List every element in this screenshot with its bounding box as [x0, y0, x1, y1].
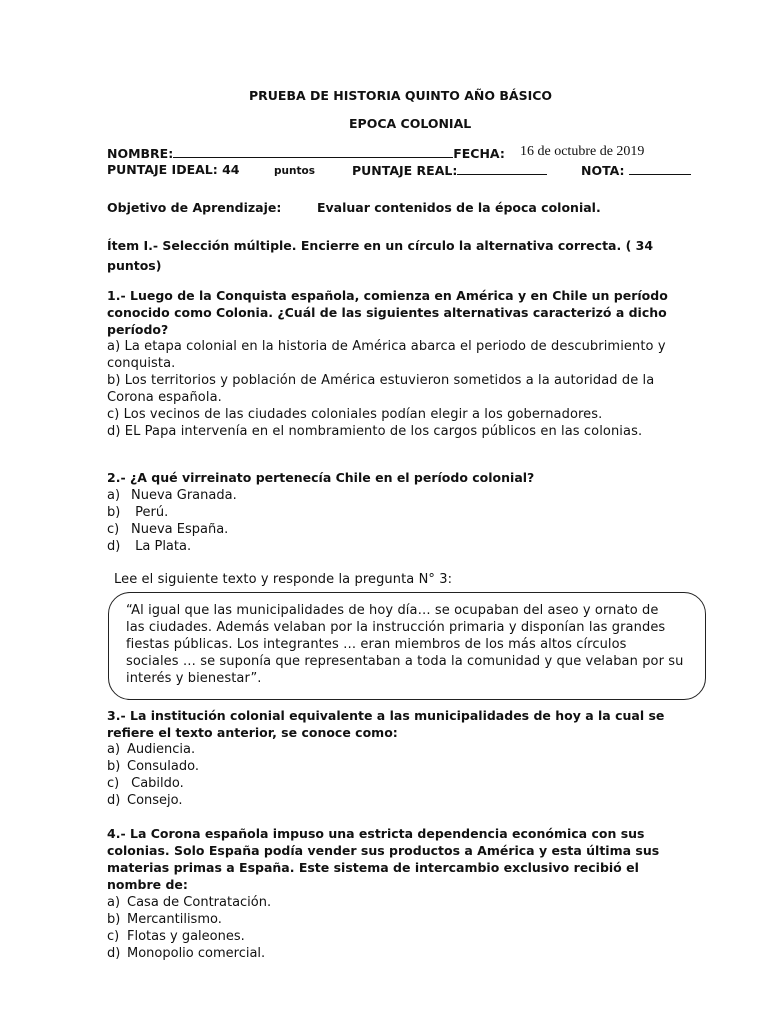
- nota-field[interactable]: [629, 162, 691, 175]
- q4-option-c[interactable]: c) Flotas y galeones.: [107, 929, 245, 944]
- q4-line2: colonias. Solo España podía vender sus productos a América y esta última sus: [107, 843, 660, 858]
- nombre-row: [107, 145, 505, 163]
- q1-line2: conocido como Colonia. ¿Cuál de las siguientes alternativas caracterizó a dicho: [107, 305, 667, 320]
- item1-heading: Ítem I.- Selección múltiple. Encierre en un círculo la alternativa correcta. ( 34: [107, 238, 654, 253]
- objective-label: Objetivo de Aprendizaje:: [107, 200, 282, 215]
- q2-option-d[interactable]: d) La Plata.: [107, 539, 192, 554]
- q1-option-c[interactable]: c) Los vecinos de las ciudades coloniales podían elegir a los gobernadores.: [107, 407, 603, 422]
- fecha-value: 16 de octubre de 2019: [520, 144, 645, 159]
- reading-line4: sociales … se suponía que representaban a toda la comunidad y que velaban por su: [126, 654, 684, 669]
- q3-line1: 3.- La institución colonial equivalente a las municipalidades de hoy a la cual se: [107, 708, 665, 723]
- q3-line2: refiere el texto anterior, se conoce como:: [107, 725, 398, 740]
- exam-title: PRUEBA DE HISTORIA QUINTO AÑO BÁSICO: [249, 88, 553, 103]
- q1-option-a-cont: conquista.: [107, 356, 176, 371]
- exam-subtitle: EPOCA COLONIAL: [349, 116, 472, 131]
- q2-option-a[interactable]: a) Nueva Granada.: [107, 488, 237, 503]
- q4-line3: materias primas a España. Este sistema de intercambio exclusivo recibió el: [107, 860, 639, 875]
- nota-row: [581, 162, 691, 180]
- reading-line3: fiestas públicas. Los integrantes … eran miembros de los más altos círculos: [126, 637, 627, 652]
- nombre-label: NOMBRE:: [107, 146, 174, 161]
- q4-option-a[interactable]: a) Casa de Contratación.: [107, 895, 272, 910]
- q2-question: 2.- ¿A qué virreinato pertenecía Chile en el período colonial?: [107, 470, 535, 485]
- q3-option-b[interactable]: b) Consulado.: [107, 759, 199, 774]
- item1-heading-cont: puntos): [107, 258, 162, 273]
- puntaje-real-row: [352, 162, 547, 180]
- q4-option-b[interactable]: b) Mercantilismo.: [107, 912, 222, 927]
- q3-option-c[interactable]: c) Cabildo.: [107, 776, 184, 791]
- q1-line3: período?: [107, 322, 169, 337]
- puntaje-real-field[interactable]: [457, 162, 547, 175]
- nota-label: NOTA:: [581, 163, 625, 178]
- fecha-label: FECHA:: [453, 146, 505, 161]
- reading-line5: interés y bienestar”.: [126, 671, 262, 686]
- q4-option-d[interactable]: d) Monopolio comercial.: [107, 946, 266, 961]
- q1-option-b-cont: Corona española.: [107, 390, 222, 405]
- q1-option-b[interactable]: b) Los territorios y población de América estuvieron sometidos a la autoridad de la: [107, 373, 655, 388]
- nombre-field[interactable]: [173, 145, 453, 158]
- reading-intro: Lee el siguiente texto y responde la pregunta N° 3:: [114, 572, 453, 587]
- objective-text: Evaluar contenidos de la época colonial.: [317, 200, 601, 215]
- q3-option-a[interactable]: a) Audiencia.: [107, 742, 196, 757]
- q2-option-b[interactable]: b) Perú.: [107, 505, 169, 520]
- reading-line2: las ciudades. Además velaban por la instrucción primaria y disponían las grandes: [126, 620, 666, 635]
- q4-line1: 4.- La Corona española impuso una estricta dependencia económica con sus: [107, 826, 645, 841]
- puntaje-real-label: PUNTAJE REAL:: [352, 163, 458, 178]
- puntos-label: puntos: [274, 165, 315, 177]
- q2-option-c[interactable]: c) Nueva España.: [107, 522, 229, 537]
- q1-line1: 1.- Luego de la Conquista española, comienza en América y en Chile un período: [107, 288, 668, 303]
- q3-option-d[interactable]: d) Consejo.: [107, 793, 183, 808]
- q1-option-a[interactable]: a) La etapa colonial en la historia de América abarca el periodo de descubrimiento y: [107, 339, 666, 354]
- puntaje-ideal-label: PUNTAJE IDEAL: 44: [107, 162, 240, 177]
- q1-option-d[interactable]: d) EL Papa intervenía en el nombramiento de los cargos públicos en las colonias.: [107, 424, 643, 439]
- reading-line1: “Al igual que las municipalidades de hoy día… se ocupaban del aseo y ornato de: [126, 603, 659, 618]
- q4-line4: nombre de:: [107, 877, 188, 892]
